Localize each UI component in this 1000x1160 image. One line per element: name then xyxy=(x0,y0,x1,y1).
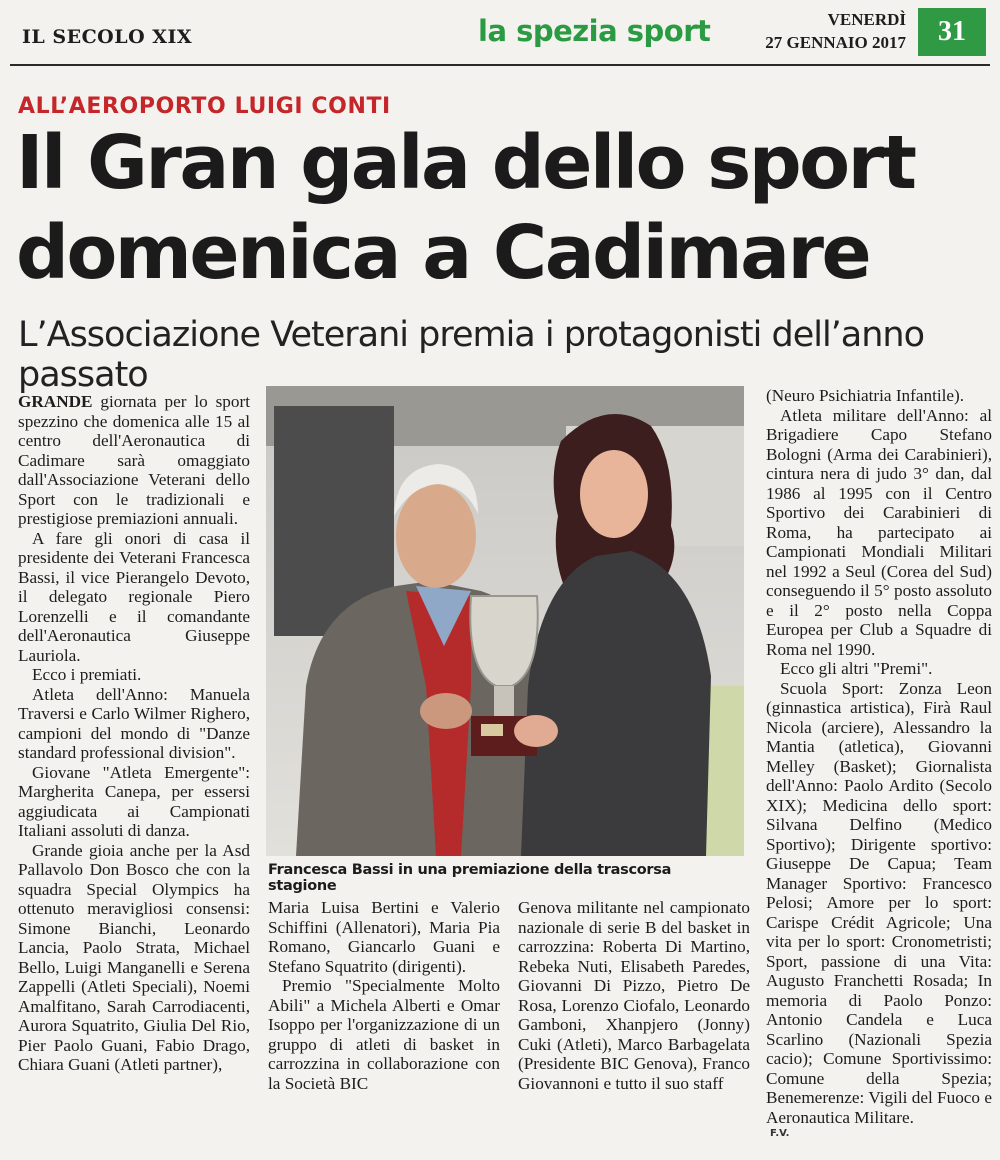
paragraph: Ecco i premiati. xyxy=(32,665,142,684)
section-title: la spezia sport xyxy=(478,14,711,48)
issue-weekday: VENERDÌ xyxy=(827,10,906,29)
paragraph: Giovane "Atleta Emergente": Margherita Canepa, per essersi aggiudicata ai Campionati Italiani assoluti di danza. xyxy=(18,762,250,840)
article-headline xyxy=(16,118,996,298)
masthead-logo: IL SECOLO XIX xyxy=(22,26,193,48)
author-signature: F.V. xyxy=(770,1128,790,1139)
article-photo xyxy=(266,386,744,856)
photo-caption: Francesca Bassi in una premiazione della trascorsa stagione xyxy=(268,862,672,894)
paragraph: Ecco gli altri "Premi". xyxy=(780,659,933,678)
paragraph: A fare gli onori di casa il presidente dei Veterani Francesca Bassi, il vice Pierangelo Devoto, il delegato regionale Piero Lorenzelli e il comandante dell'Aeronautica Giuseppe Lauriola. xyxy=(18,528,250,665)
issue-date: 27 GENNAIO 2017 xyxy=(765,33,906,52)
paragraph xyxy=(18,392,250,529)
header-divider xyxy=(10,64,990,66)
paragraph: Genova militante nel campionato nazionale di serie B del basket in carrozzina: Roberta Di Martino, Rebeka Nuti, Elisabeth Paredes, Giovanni Di Pizzo, Pietro De Rosa, Lorenzo Ciofalo, Leonardo Gamboni, Xhanpjero (Jonny) Cuki (Atleti), Marco Barbagelata (Presidente BIC Genova), Franco Giovannoni e tutto il suo staff xyxy=(518,898,750,1093)
article-subhead: L’Associazione Veterani premia i protagonisti dell’anno passato xyxy=(18,315,925,395)
article-column-3 xyxy=(518,898,750,1093)
article-column-4 xyxy=(766,386,992,1127)
paragraph: Scuola Sport: Zonza Leon (ginnastica artistica), Firà Raul Nicola (arciere), Alessandro la Mantia (atletica), Giovanni Melley (Basket); Giornalista dell'Anno: Paolo Ardito (Secolo XIX); Medicina dello sport: Silvana Delfino (Medico Sportivo); Dirigente sportivo: Giuseppe De Capua; Team Manager Sportivo: Francesco Pelosi; Amore per lo sport: Carispe Crédit Agricole; Una vita per lo sport: Cronometristi; Sport, passione di una Vita: Augusto Franchetti Rosada; In memoria di Paolo Ponzo: Antonio Candela e Luca Scarlino (Nazionali Spezia cacio); Comune Sportivissimo: Comune della Spezia; Benemerenze: Vigili del Fuoco e Aeronautica Militare. xyxy=(766,678,992,1127)
article-column-2 xyxy=(268,898,500,1093)
paragraph: Atleta dell'Anno: Manuela Traversi e Carlo Wilmer Righero, campioni del mondo di "Danze standard professional division". xyxy=(18,684,250,762)
article-column-1 xyxy=(18,392,250,1075)
lead-word: GRANDE xyxy=(18,392,93,411)
page-number-badge: 31 xyxy=(918,8,986,56)
paragraph: Premio "Specialmente Molto Abili" a Michela Alberti e Omar Isoppo per l'organizzazione di un gruppo di atleti di basket in carrozzina in collaborazione con la Società BIC xyxy=(268,976,500,1093)
paragraph: Grande gioia anche per la Asd Pallavolo Don Bosco che con la squadra Special Olympics ha ottenuto meravigliosi consensi: Simone Bianchi, Leonardo Lancia, Paolo Strata, Michael Bello, Luigi Manganelli e Serena Zappelli (Atleti Speciali), Noemi Amalfitano, Sarah Carrodiacenti, Aurora Squatrito, Giulia Del Rio, Pier Paolo Guani, Fabio Drago, Chiara Guani (Atleti partner), xyxy=(18,840,250,1074)
article-kicker: ALL’AEROPORTO LUIGI CONTI xyxy=(18,94,391,119)
paragraph-text: giornata per lo sport spezzino che domenica alle 15 al centro dell'Aeronautica di Cadimare sarà omaggiato dall'Associazione Veterani dello Sport con le tradizionali e prestigiose premiazioni annuali. xyxy=(18,392,250,528)
headline-line-2: domenica a Cadimare xyxy=(16,210,870,296)
paragraph: Atleta militare dell'Anno: al Brigadiere Capo Stefano Bologni (Arma dei Carabinieri), cintura nera di judo 3° dan, dal 1986 al 1995 con il Centro Sportivo dei Carabinieri di Roma, ha partecipato ai Campionati Mondiali Militari nel 1992 a Seul (Corea del Sud) conseguendo il 5° posto assoluto e il 2° posto nella Coppa Europea per Club a Squadre di Roma nel 1990. xyxy=(766,405,992,659)
paragraph: Maria Luisa Bertini e Valerio Schiffini (Allenatori), Maria Pia Romano, Giancarlo Guani e Stefano Squatrito (dirigenti). xyxy=(268,898,500,976)
paragraph: (Neuro Psichiatria Infantile). xyxy=(766,386,965,405)
headline-line-1: Il Gran gala dello sport xyxy=(16,120,915,206)
